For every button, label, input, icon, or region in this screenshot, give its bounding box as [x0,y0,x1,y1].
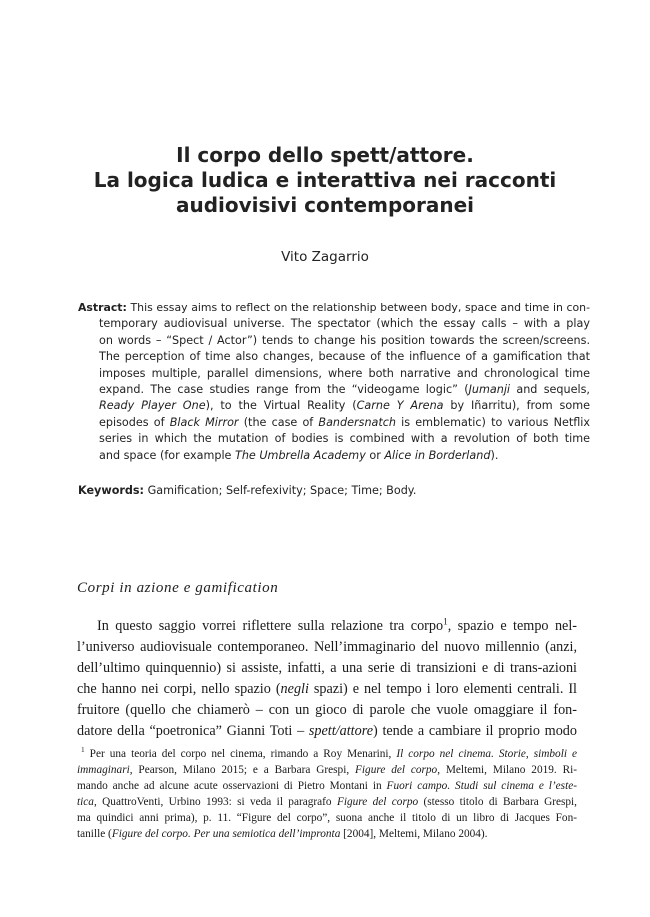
book-title: Fuori campo. Studi sul cinema e l’este- [386,779,577,792]
abstract-line: temporary audiovisual universe. The spectator (which the essay calls – with a play [99,317,590,331]
footnote-ref: 1 [443,616,448,627]
abstract-text: This essay aims to reflect on the relationship between body, space and time in con- [130,301,590,314]
abstract-text: is emblematic) to various Netflix [396,415,590,429]
film-title: Jumanji [468,383,511,397]
abstract-line [78,398,590,414]
body-text-run: spazi) e nel tempo i loro elementi centrali. Il [308,681,577,697]
abstract-label: Astract: [78,301,127,314]
abstract-text: (the case of [238,415,319,429]
footnote-text: , QuattroVenti, Urbino 1993: si veda il paragrafo [93,795,337,808]
author-name: Vito Zagarrio [281,249,369,265]
body-line [77,679,577,700]
book-title: tica [77,795,94,808]
title-line: La logica ludica e interattiva nei racconti [93,168,557,192]
section-heading: Corpi in azione e gamification [77,580,279,596]
paper-title [60,143,590,218]
book-title: Il corpo nel cinema. Storie, simboli e [396,748,578,760]
film-title: Bandersnatch [318,415,397,429]
keywords-text: Gamification; Self-refexivity; Space; Time; Body. [144,484,417,497]
abstract-line: imposes multiple, parallel dimensions, where both narrative and chronological time [99,366,590,380]
abstract-text: episodes of [99,415,170,429]
abstract-text: ). [490,448,499,462]
emphasis: spett/attore [308,723,373,739]
book-title: Figure del corpo. Per una semiotica dell’impronta [111,827,341,840]
body-line [77,721,577,742]
footnote-line [77,763,577,779]
abstract-line: on words – “Spect / Actor”) tends to change his position towards the screen/screens. [99,333,590,347]
keywords-label: Keywords: [78,484,145,497]
abstract [78,300,590,464]
abstract-line [78,415,590,431]
footnote-text: (stesso titolo di Barbara Grespi, [418,795,578,808]
abstract-text: expand. The case studies range from the “videogame logic” ( [99,383,469,397]
body-line: dell’ultimo quinquennio) si assiste, infatti, a una serie di transizioni e di trans-azioni [77,660,577,676]
film-title: Ready Player One [99,399,206,413]
film-title: Carne Y Arena [356,399,444,413]
emphasis: negli [280,681,309,697]
abstract-line: The perception of time also changes, because of the influence of a gamification that [99,350,590,364]
footnote-text: [2004], Meltemi, Milano 2004). [340,827,488,840]
body-line [77,616,577,637]
footnote [77,747,577,842]
title-line: Il corpo dello spett/attore. [176,143,474,167]
abstract-text: ), to the Virtual Reality ( [205,399,357,413]
body-text [77,616,577,742]
abstract-text: by Iñarritu), from some [443,399,590,413]
book-title: immaginari [77,763,130,776]
footnote-line [77,747,577,763]
footnote-line: ma quindici anni prima), p. 11. “Figure del corpo”, suona anche il titolo di un libro di Jacques Fon- [77,811,577,824]
abstract-text: and sequels, [510,383,590,397]
footnote-text: , Pearson, Milano 2015; e a Barbara Grespi, [129,763,356,776]
footnote-text: tanille ( [77,827,112,840]
body-line: l’universo audiovisuale contemporaneo. Nell’immaginario del nuovo millennio (anzi, [77,639,577,655]
footnote-line [77,827,577,843]
abstract-text: or [365,448,385,462]
abstract-line [78,448,590,464]
body-text-run: che hanno nei corpi, nello spazio ( [77,681,281,697]
title-line: audiovisivi contemporanei [175,193,475,217]
keywords [78,483,590,499]
series-title: The Umbrella Academy [235,448,366,462]
footnote-line [77,795,577,811]
body-text-run: , spazio e tempo nel- [447,618,578,634]
body-text-run: In questo saggio vorrei riflettere sulla relazione tra corpo [97,618,444,634]
footnote-text: , Meltemi, Milano 2019. Ri- [437,763,578,776]
abstract-line: series in which the mutation of bodies is combined with a revolution of both time [99,432,590,446]
footnote-number: 1 [81,745,85,755]
book-title: Figure del corpo [355,763,438,776]
footnote-line [77,779,577,795]
body-line: fruitore (quello che chiamerò – con un gioco di parole che vuole omaggiare il fon- [77,702,577,718]
abstract-text: and space (for example [99,448,235,462]
body-text-run: datore della “poetronica” Gianni Toti – [77,723,309,739]
footnote-text: mando anche ad alcune acute osservazioni di Pietro Montani in [77,779,387,792]
book-title: Figure del corpo [336,795,419,808]
series-title: Alice in Borderland [384,448,491,462]
body-text-run: ) tende a cambiare il proprio modo [373,723,577,739]
abstract-line [78,382,590,398]
abstract-line [78,300,590,316]
footnote-text: Per una teoria del corpo nel cinema, rimando a Roy Menarini, [84,748,397,760]
series-title: Black Mirror [169,415,239,429]
